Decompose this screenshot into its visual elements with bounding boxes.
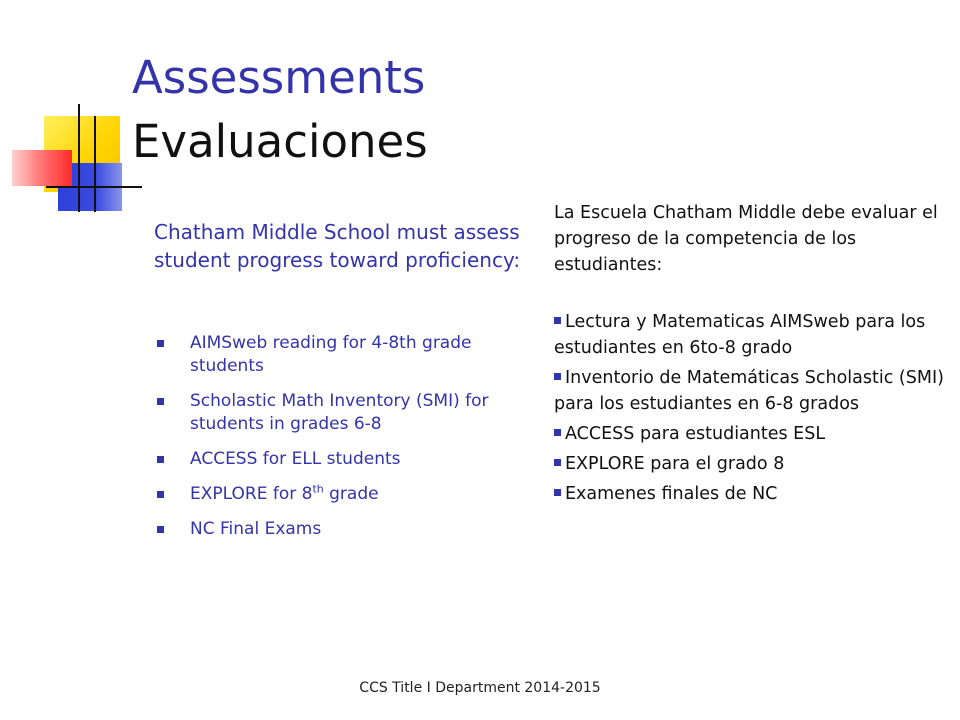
bullet-square-icon <box>157 456 164 463</box>
right-bullet-item <box>554 365 954 417</box>
bullet-square-icon <box>554 429 561 436</box>
bullet-square-icon <box>554 373 561 380</box>
right-bullet-text: Inventorio de Matemáticas Scholastic (SMI) para los estudiantes en 6-8 grados <box>554 368 944 414</box>
left-bullet-text-before: EXPLORE for 8 <box>190 484 313 504</box>
bullet-square-icon <box>554 489 561 496</box>
left-bullet-text: ACCESS for ELL students <box>190 449 401 469</box>
decor-horizontal-line <box>46 186 142 188</box>
left-bullet-superscript: th <box>312 482 324 496</box>
decor-vertical-line <box>78 104 80 212</box>
right-bullet-item <box>554 481 954 507</box>
right-bullet-list <box>554 309 954 511</box>
left-bullet-item <box>154 390 538 436</box>
bullet-square-icon <box>554 317 561 324</box>
right-bullet-item <box>554 451 954 477</box>
title-spanish: Evaluaciones <box>132 115 428 168</box>
bullet-square-icon <box>157 526 164 533</box>
right-intro-text: La Escuela Chatham Middle debe evaluar el progreso de la competencia de los estudiantes: <box>554 203 938 275</box>
right-bullet-text: Examenes finales de NC <box>565 484 778 504</box>
decor-red-square <box>12 150 72 186</box>
left-bullet-item <box>154 483 538 506</box>
right-bullet-text: EXPLORE para el grado 8 <box>565 454 785 474</box>
left-bullet-text-after: grade <box>323 484 379 504</box>
right-bullet-item <box>554 309 954 361</box>
bullet-square-icon <box>157 340 164 347</box>
left-bullet-text: AIMSweb reading for 4-8th grade students <box>190 333 472 376</box>
bullet-square-icon <box>554 459 561 466</box>
right-bullet-item <box>554 421 954 447</box>
left-bullet-item <box>154 448 538 471</box>
footer-text: CCS Title I Department 2014-2015 <box>359 680 601 696</box>
left-intro-text: Chatham Middle School must assess student progress toward proficiency: <box>154 220 521 272</box>
left-bullet-item <box>154 518 538 541</box>
bullet-square-icon <box>157 398 164 405</box>
left-bullet-text <box>190 484 379 504</box>
left-bullet-list <box>154 332 538 553</box>
decor-vertical-line <box>94 116 96 212</box>
bullet-square-icon <box>157 491 164 498</box>
left-bullet-text: Scholastic Math Inventory (SMI) for students in grades 6-8 <box>190 391 489 434</box>
title-english: Assessments <box>132 51 426 104</box>
right-bullet-text: Lectura y Matematicas AIMSweb para los estudiantes en 6to-8 grado <box>554 312 926 358</box>
right-bullet-text: ACCESS para estudiantes ESL <box>565 424 826 444</box>
left-bullet-item <box>154 332 538 378</box>
left-bullet-text: NC Final Exams <box>190 519 322 539</box>
